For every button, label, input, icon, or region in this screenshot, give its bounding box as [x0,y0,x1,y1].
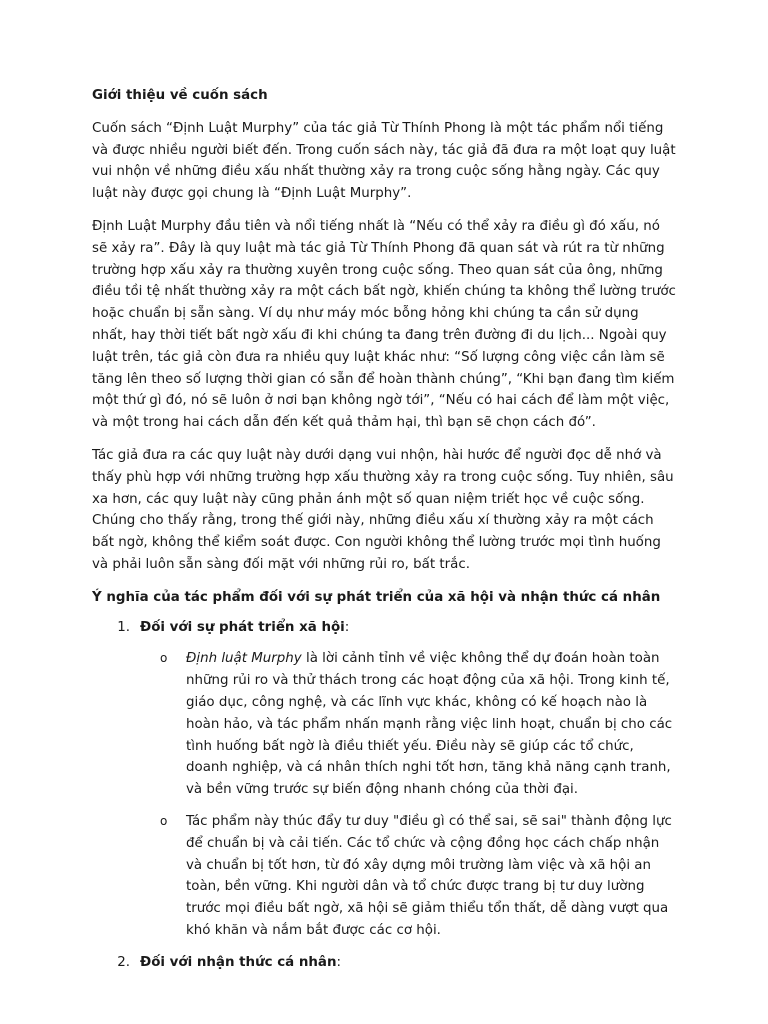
intro-paragraph-2: Định Luật Murphy đầu tiên và nổi tiếng nhất là “Nếu có thể xảy ra điều gì đó xấu, nó sẽ xảy ra”. Đây là quy luật mà tác giả Từ Thính Phong đã quan sát và rút ra từ những trường hợp xấu xảy ra thường xuyên trong cuộc sống. Theo quan sát của ông, những điều tồi tệ nhất thường xảy ra một cách bất ngờ, khiến chúng ta không thể lường trước hoặc chuẩn bị sẵn sàng. Ví dụ như máy móc bỗng hỏng khi chúng ta cần sử dụng nhất, hay thời tiết bất ngờ xấu đi khi chúng ta đang trên đường đi du lịch... Ngoài quy luật trên, tác giả còn đưa ra nhiều quy luật khác như: “Số lượng công việc cần làm sẽ tăng lên theo số lượng thời gian có sẵn để hoàn thành chúng”, “Khi bạn đang tìm kiếm một thứ gì đó, nó sẽ luôn ở nơi bạn không ngờ tới”, “Nếu có hai cách để làm một việc, và một trong hai cách dẫn đến kết quả thảm hại, thì bạn sẽ chọn cách đó”. [92,218,676,431]
intro-paragraph-1: Cuốn sách “Định Luật Murphy” của tác giả Từ Thính Phong là một tác phẩm nổi tiếng và được nhiều người biết đến. Trong cuốn sách này, tác giả đã đưa ra một loạt quy luật vui nhộn về những điều xấu nhất thường xảy ra trong cuộc sống hằng ngày. Các quy luật này được gọi chung là “Định Luật Murphy”. [92,120,676,202]
significance-heading: Ý nghĩa của tác phẩm đối với sự phát triển của xã hội và nhận thức cá nhân [92,589,661,605]
bullet-item [160,648,676,801]
item-number: 1. [117,619,130,635]
bullet-emphasis: Định luật Murphy [186,651,302,667]
bullet-text: Tác phẩm này thúc đẩy tư duy "điều gì có thể sai, sẽ sai" thành động lực để chuẩn bị và cải tiến. Các tổ chức và cộng đồng học cách chấp nhận và chuẩn bị tốt hơn, từ đó xây dựng môi trường làm việc và xã hội an toàn, bền vững. Khi người dân và tổ chức được trang bị tư duy lường trước mọi điều bất ngờ, xã hội sẽ giảm thiểu tổn thất, dễ dàng vượt qua khó khăn và nắm bắt được các cơ hội. [186,813,672,938]
item-label: Đối với sự phát triển xã hội [140,619,345,635]
intro-paragraph-3: Tác giả đưa ra các quy luật này dưới dạng vui nhộn, hài hước để người đọc dễ nhớ và thấy phù hợp với những trường hợp xấu thường xảy ra trong cuộc sống. Tuy nhiên, sâu xa hơn, các quy luật này cũng phản ánh một số quan niệm triết học về cuộc sống. Chúng cho thấy rằng, trong thế giới này, những điều xấu xí thường xảy ra một cách bất ngờ, không thể kiểm soát được. Con người không thể lường trước mọi tình huống và phải luôn sẵn sàng đối mặt với những rủi ro, bất trắc. [92,447,674,572]
bullet-marker: o [160,651,168,666]
numbered-item-1 [92,617,676,639]
item-label: Đối với nhận thức cá nhân [140,954,337,970]
bullet-item [160,811,676,942]
item-number: 2. [117,954,130,970]
intro-heading: Giới thiệu về cuốn sách [92,88,268,103]
numbered-item-2 [92,952,676,974]
bullet-text: là lời cảnh tỉnh về việc không thể dự đoán hoàn toàn những rủi ro và thử thách trong các hoạt động của xã hội. Trong kinh tế, giáo dục, công nghệ, và các lĩnh vực khác, không có kế hoạch nào là hoàn hảo, và tác phẩm nhấn mạnh rằng việc linh hoạt, chuẩn bị cho các tình huống bất ngờ là điều thiết yếu. Điều này sẽ giúp các tổ chức, doanh nghiệp, và cá nhân thích nghi tốt hơn, tăng khả năng cạnh tranh, và bền vững trước sự biến động nhanh chóng của thời đại. [186,651,673,798]
item-suffix: : [336,954,342,970]
bullet-marker: o [160,813,168,828]
item-suffix: : [344,619,350,635]
